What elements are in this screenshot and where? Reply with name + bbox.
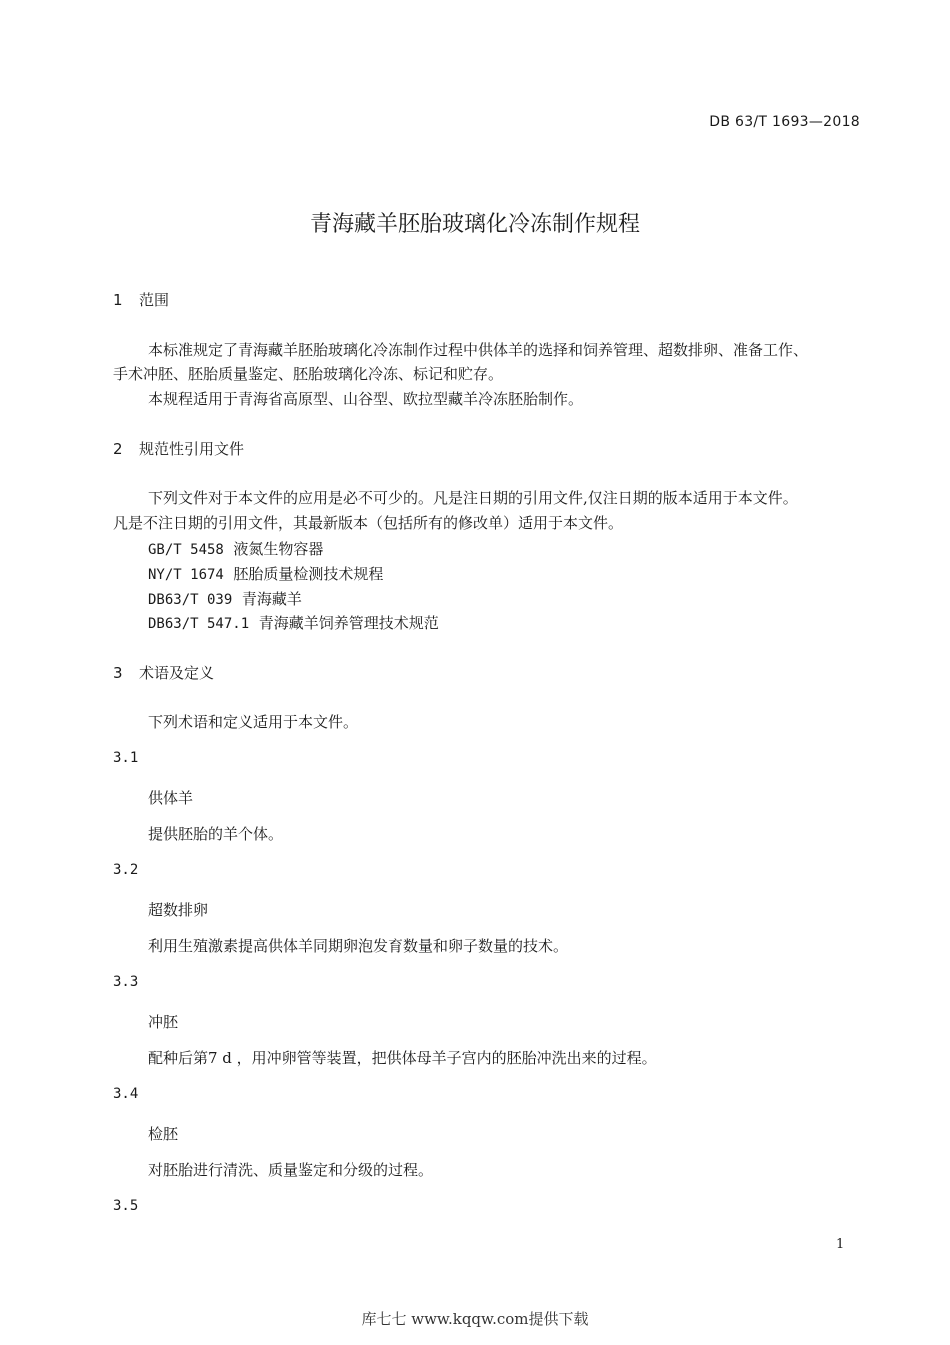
section-number: 3: [113, 664, 123, 682]
section-number: 1: [113, 291, 123, 309]
section-2-heading: [113, 438, 244, 459]
term-number: 3.2: [113, 862, 139, 878]
sec1-paragraph-line: 本标准规定了青海藏羊胚胎玻璃化冷冻制作过程中供体羊的选择和饲养管理、超数排卵、准备工作、: [148, 341, 809, 359]
sec2-paragraph-line: 凡是不注日期的引用文件，其最新版本（包括所有的修改单）适用于本文件。: [113, 514, 624, 532]
sec1-paragraph: 本规程适用于青海省高原型、山谷型、欧拉型藏羊冷冻胚胎制作。: [148, 390, 584, 408]
reference-item: [148, 563, 383, 584]
reference-item: [148, 588, 302, 609]
page-number: 1: [836, 1237, 845, 1252]
reference-code: GB/T 5458: [148, 542, 224, 558]
reference-name: 胚胎质量检测技术规程: [233, 565, 384, 583]
standard-code: DB 63/T 1693—2018: [709, 114, 860, 130]
document-title: 青海藏羊胚胎玻璃化冷冻制作规程: [309, 212, 640, 237]
section-1-heading: [113, 289, 169, 310]
section-title: 术语及定义: [139, 664, 215, 682]
reference-code: DB63/T 039: [148, 592, 233, 608]
download-footer: 库七七 www.kqqw.com提供下载: [361, 1310, 589, 1328]
reference-name: 青海藏羊: [241, 590, 302, 608]
term-name: 检胚: [148, 1125, 179, 1143]
sec1-paragraph-line: 手术冲胚、胚胎质量鉴定、胚胎玻璃化冷冻、标记和贮存。: [113, 365, 504, 383]
term-number: 3.5: [113, 1198, 139, 1214]
reference-code: NY/T 1674: [148, 567, 224, 583]
section-title: 规范性引用文件: [139, 440, 245, 458]
reference-name: 液氮生物容器: [233, 540, 324, 558]
term-definition: 提供胚胎的羊个体。: [148, 825, 284, 843]
term-name: 供体羊: [148, 789, 194, 807]
section-number: 2: [113, 440, 123, 458]
term-number: 3.3: [113, 974, 139, 990]
section-3-heading: [113, 662, 214, 683]
term-number: 3.1: [113, 750, 139, 766]
reference-item: [148, 538, 323, 559]
reference-code: DB63/T 547.1: [148, 616, 250, 632]
term-definition: 利用生殖激素提高供体羊同期卵泡发育数量和卵子数量的技术。: [148, 937, 569, 955]
term-name: 超数排卵: [148, 901, 209, 919]
term-number: 3.4: [113, 1086, 139, 1102]
section-title: 范围: [139, 291, 170, 309]
sec3-intro: 下列术语和定义适用于本文件。: [148, 713, 359, 731]
term-name: 冲胚: [148, 1013, 179, 1031]
sec2-paragraph-line: 下列文件对于本文件的应用是必不可少的。凡是注日期的引用文件,仅注日期的版本适用于本文件。: [148, 489, 798, 507]
reference-name: 青海藏羊饲养管理技术规范: [258, 614, 439, 632]
term-definition: 对胚胎进行清洗、质量鉴定和分级的过程。: [148, 1161, 434, 1179]
term-definition: 配种后第7 d ，用冲卵管等装置，把供体母羊子宫内的胚胎冲洗出来的过程。: [148, 1049, 657, 1067]
reference-item: [148, 612, 439, 633]
